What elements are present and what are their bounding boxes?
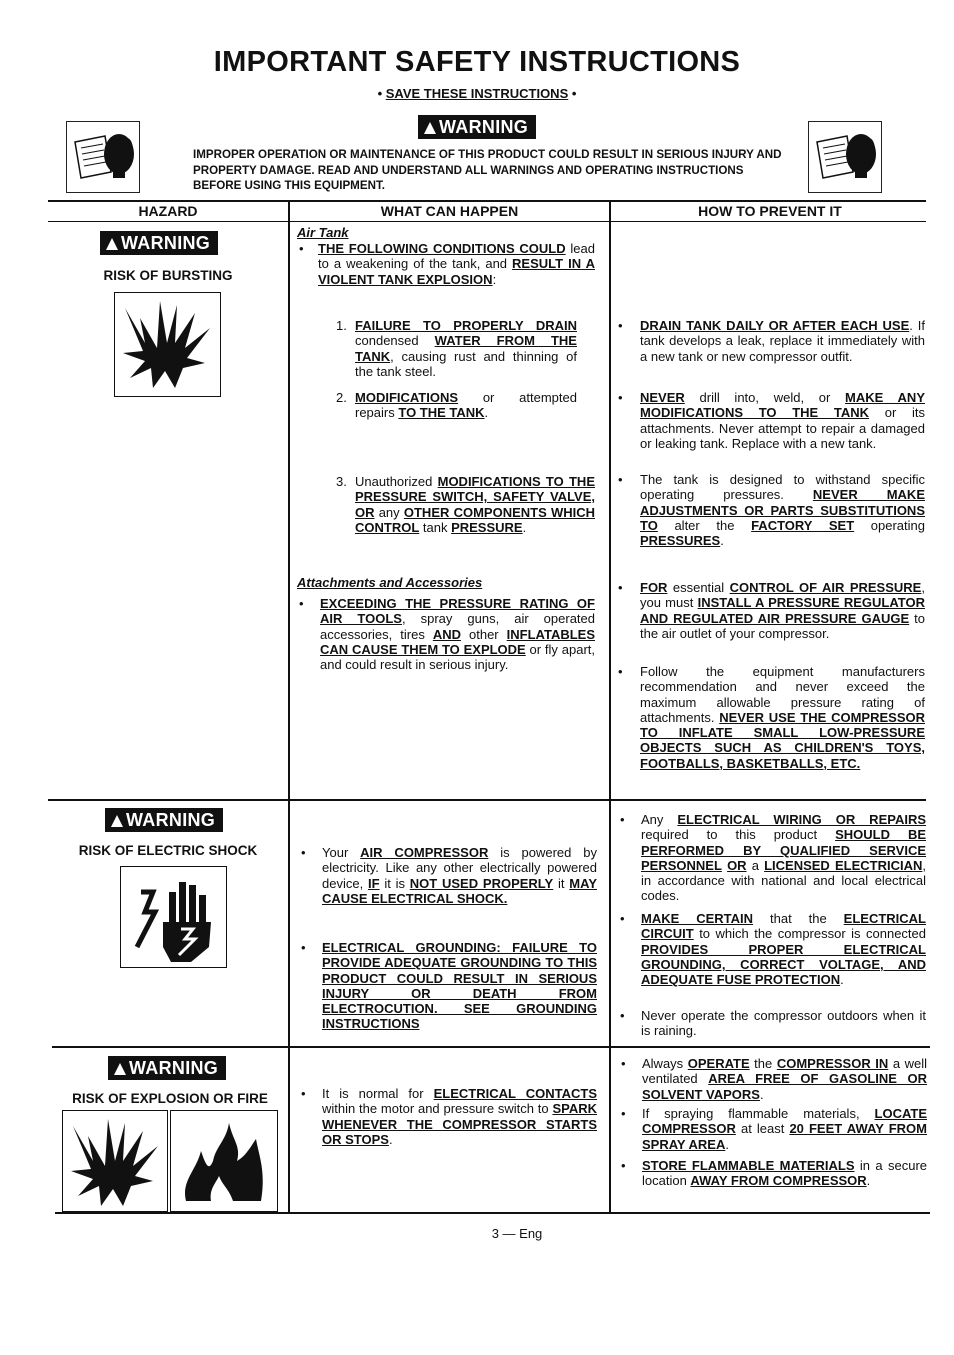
bullet: • bbox=[618, 664, 623, 679]
column-divider bbox=[609, 200, 611, 1212]
prevent-grounding: MAKE CERTAIN that the ELECTRICAL CIRCUIT to which the compressor is connected PROVIDES PROPER ELECTRICAL GROUNDING, CORRECT VOLTAGE, AND ADEQUATE FUSE PROTECTION. bbox=[641, 911, 927, 988]
burst-icon bbox=[114, 292, 221, 397]
intro-warning-text: IMPROPER OPERATION OR MAINTENANCE OF THIS PRODUCT COULD RESULT IN SERIOUS INJURY AND PROPERTY DAMAGE. READ AND UNDERSTAND ALL WARNINGS AND OPERATING INSTRUCTIONS BEFORE USING THIS EQUIPMENT. bbox=[193, 148, 782, 192]
warning-triangle-icon bbox=[111, 815, 123, 827]
warning-badge: WARNING bbox=[108, 1056, 226, 1080]
manual-icon bbox=[66, 121, 140, 193]
prevent-ventilation: Always OPERATE the COMPRESSOR IN a well ventilated AREA FREE OF GASOLINE OR SOLVENT VAPORS. bbox=[642, 1056, 928, 1102]
shock-icon bbox=[120, 866, 227, 968]
bullet: • bbox=[620, 1008, 625, 1023]
bullet: • bbox=[301, 940, 306, 955]
bullet: • bbox=[618, 472, 623, 487]
hazard-explosion-fire: RISK OF EXPLOSION OR FIRE bbox=[72, 1091, 268, 1106]
attachments-warning: EXCEEDING THE PRESSURE RATING OF AIR TOOLS, spray guns, air operated accessories, tires AND other INFLATABLES CAN CAUSE THEM TO EXPLODE or fly apart, and could result in serious injury. bbox=[320, 596, 596, 673]
item-number: 2. bbox=[336, 390, 347, 405]
row-divider bbox=[52, 1046, 930, 1048]
bullet: • bbox=[621, 1158, 626, 1173]
bullet: • bbox=[299, 241, 304, 256]
warning-triangle-icon bbox=[114, 1063, 126, 1075]
burst-icon bbox=[62, 1110, 168, 1212]
air-tank-conditions: THE FOLLOWING CONDITIONS COULD lead to a weakening of the tank, and RESULT IN A VIOLENT TANK EXPLOSION: bbox=[318, 241, 595, 287]
header-what-can-happen: WHAT CAN HAPPEN bbox=[380, 203, 519, 219]
page-number: 3 — Eng bbox=[491, 1226, 543, 1241]
table-top-rule bbox=[48, 200, 926, 202]
header-hazard: HAZARD bbox=[138, 203, 198, 219]
bullet: • bbox=[618, 580, 623, 595]
manual-icon bbox=[808, 121, 882, 193]
prevent-modify: NEVER drill into, weld, or MAKE ANY MODIFICATIONS TO THE TANK or its attachments. Never attempt to repair a damaged or leaking tank. Replace with a new tank. bbox=[640, 390, 925, 451]
air-tank-heading: Air Tank bbox=[297, 225, 349, 240]
bullet: • bbox=[299, 596, 304, 611]
row-divider bbox=[48, 799, 926, 801]
bullet: • bbox=[621, 1106, 626, 1121]
header-how-to-prevent: HOW TO PREVENT IT bbox=[698, 203, 842, 219]
bullet: • bbox=[618, 390, 623, 405]
hazard-bursting: RISK OF BURSTING bbox=[103, 268, 233, 283]
warning-badge: WARNING bbox=[100, 231, 218, 255]
item-number: 1. bbox=[336, 318, 347, 333]
prevent-drain: DRAIN TANK DAILY OR AFTER EACH USE. If tank develops a leak, replace it immediately with a new tank or new compressor outfit. bbox=[640, 318, 925, 364]
hazard-electric-shock: RISK OF ELECTRIC SHOCK bbox=[78, 843, 258, 858]
warning-badge: WARNING bbox=[105, 808, 223, 832]
prevent-pressure: The tank is designed to withstand specific operating pressures. NEVER MAKE ADJUSTMENTS OR PARTS SUBSTITUTIONS TO alter the FACTORY SET operating PRESSURES. bbox=[640, 472, 925, 549]
attachments-heading: Attachments and Accessories bbox=[297, 575, 483, 590]
prevent-regulator: FOR essential CONTROL OF AIR PRESSURE, you must INSTALL A PRESSURE REGULATOR AND REGULATED AIR PRESSURE GAUGE to the air outlet of your compressor. bbox=[640, 580, 925, 641]
warning-triangle-icon bbox=[106, 238, 118, 250]
header-rule bbox=[48, 221, 926, 222]
warning-badge: WARNING bbox=[418, 115, 536, 139]
prevent-storage: STORE FLAMMABLE MATERIALS in a secure location AWAY FROM COMPRESSOR. bbox=[642, 1158, 928, 1189]
explosion-contacts: It is normal for ELECTRICAL CONTACTS within the motor and pressure switch to SPARK WHENEVER THE COMPRESSOR STARTS OR STOPS. bbox=[322, 1086, 597, 1147]
page-title: IMPORTANT SAFETY INSTRUCTIONS bbox=[213, 46, 741, 78]
warning-triangle-icon bbox=[424, 122, 436, 134]
bullet: • bbox=[301, 845, 306, 860]
bullet: • bbox=[301, 1086, 306, 1101]
bullet: • bbox=[620, 911, 625, 926]
save-instructions: • SAVE THESE INSTRUCTIONS • bbox=[377, 86, 577, 101]
condition-1: FAILURE TO PROPERLY DRAIN condensed WATER FROM THE TANK, causing rust and thinning of the tank steel. bbox=[355, 318, 577, 379]
fire-icon bbox=[170, 1110, 278, 1212]
bullet: • bbox=[618, 318, 623, 333]
shock-powered: Your AIR COMPRESSOR is powered by electricity. Like any other electrically powered device, IF it is NOT USED PROPERLY it MAY CAUSE ELECTRICAL SHOCK. bbox=[322, 845, 597, 906]
prevent-attachments: Follow the equipment manufacturers recommendation and never exceed the maximum allowable pressure rating of attachments. NEVER USE THE COMPRESSOR TO INFLATE SMALL LOW-PRESSURE OBJECTS SUCH AS CHILDREN'S TOYS, FOOTBALLS, BASKETBALLS, ETC. bbox=[640, 664, 925, 771]
prevent-spray: If spraying flammable materials, LOCATE COMPRESSOR at least 20 FEET AWAY FROM SPRAY AREA. bbox=[642, 1106, 927, 1152]
bullet: • bbox=[621, 1056, 626, 1071]
column-divider bbox=[288, 200, 290, 1212]
prevent-wiring: Any ELECTRICAL WIRING OR REPAIRS required to this product SHOULD BE PERFORMED BY QUALIFIED SERVICE PERSONNEL OR a LICENSED ELECTRICIAN, in accordance with national and local electrical codes. bbox=[641, 812, 927, 904]
prevent-rain: Never operate the compressor outdoors when it is raining. bbox=[641, 1008, 926, 1039]
shock-grounding: ELECTRICAL GROUNDING: FAILURE TO PROVIDE ADEQUATE GROUNDING TO THIS PRODUCT COULD RESULT IN SERIOUS INJURY OR DEATH FROM ELECTROCUTION. SEE GROUNDING INSTRUCTIONS bbox=[322, 940, 597, 1032]
item-number: 3. bbox=[336, 474, 347, 489]
condition-3: Unauthorized MODIFICATIONS TO THE PRESSURE SWITCH, SAFETY VALVE, OR any OTHER COMPONENTS WHICH CONTROL tank PRESSURE. bbox=[355, 474, 595, 535]
bullet: • bbox=[620, 812, 625, 827]
condition-2: MODIFICATIONS or attempted repairs TO THE TANK. bbox=[355, 390, 577, 421]
